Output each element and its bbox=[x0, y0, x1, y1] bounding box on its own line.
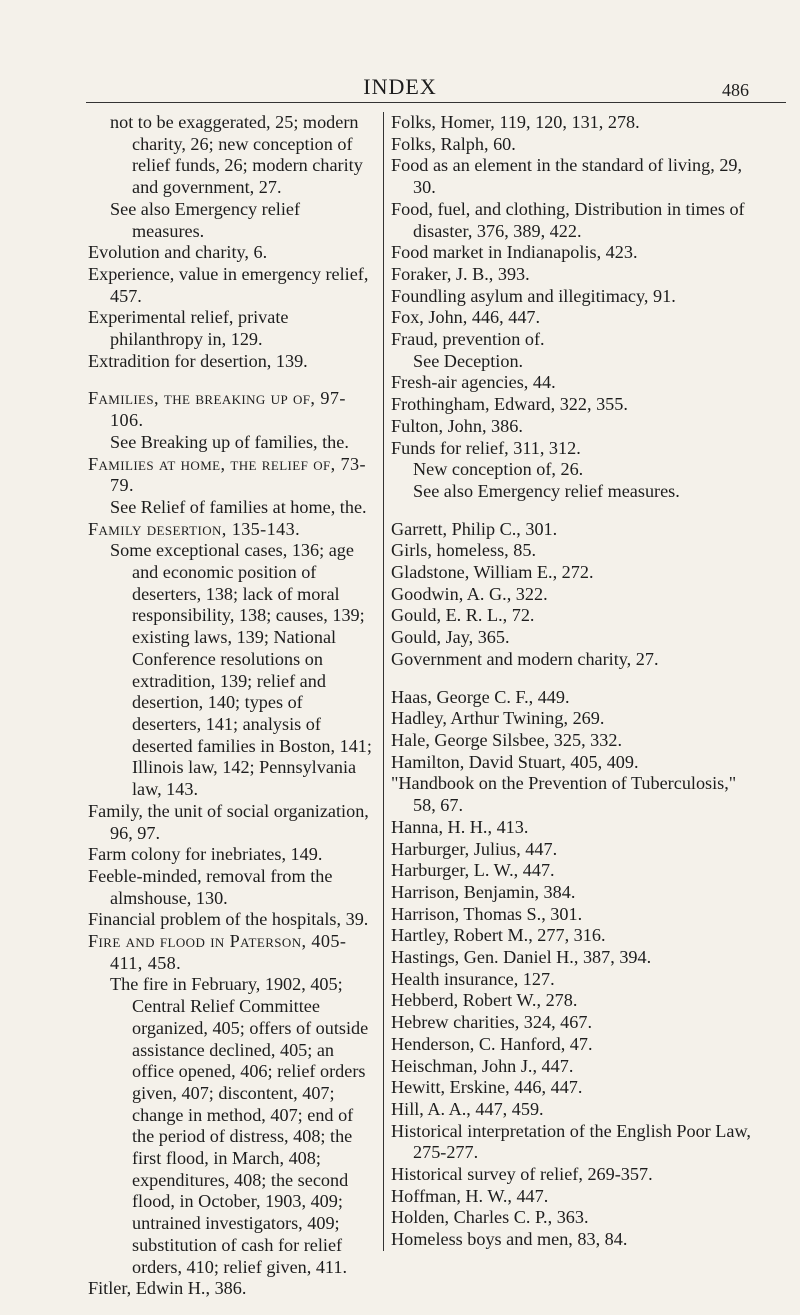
index-entry: Food as an element in the standard of living, 29, 30. bbox=[391, 155, 743, 198]
index-entry: Health insurance, 127. bbox=[391, 968, 555, 989]
index-subentry: See Breaking up of families, the. bbox=[110, 431, 349, 452]
index-entry: "Handbook on the Prevention of Tuberculosis," 58, 67. bbox=[391, 773, 737, 816]
index-entry: Food market in Indianapolis, 423. bbox=[391, 242, 638, 263]
header-rule bbox=[86, 102, 786, 103]
index-entry: Garrett, Philip C., 301. bbox=[391, 518, 558, 539]
index-entry: Harrison, Benjamin, 384. bbox=[391, 881, 576, 902]
index-entry: Funds for relief, 311, 312. bbox=[391, 437, 581, 458]
index-entry: Hadley, Arthur Twining, 269. bbox=[391, 708, 605, 729]
index-subentry: New conception of, 26. bbox=[413, 459, 584, 480]
index-entry: Fox, John, 446, 447. bbox=[391, 307, 541, 328]
left-index-column bbox=[88, 112, 374, 1300]
index-entry: Harburger, Julius, 447. bbox=[391, 838, 558, 859]
page-title: INDEX bbox=[363, 74, 437, 99]
index-entry: Homeless boys and men, 83, 84. bbox=[391, 1229, 628, 1250]
index-entry: Hoffman, H. W., 447. bbox=[391, 1185, 549, 1206]
index-entry: Holden, Charles C. P., 363. bbox=[391, 1207, 589, 1228]
index-entry: Family desertion, 135-143. bbox=[88, 518, 301, 539]
index-entry: Historical interpretation of the English Poor Law, 275-277. bbox=[391, 1120, 751, 1163]
index-subentry: not to be exaggerated, 25; modern charity, 26; new conception of relief funds, 26; modern charity and government, 27. bbox=[110, 112, 363, 198]
index-subentry: See Relief of families at home, the. bbox=[110, 496, 367, 517]
index-entry: Heischman, John J., 447. bbox=[391, 1055, 574, 1076]
index-entry: Experimental relief, private philanthropy in, 129. bbox=[88, 307, 289, 350]
index-entry: Hastings, Gen. Daniel H., 387, 394. bbox=[391, 947, 652, 968]
page-number: 486 bbox=[722, 80, 749, 100]
index-subentry: Some exceptional cases, 136; age and economic position of deserters, 138; lack of moral responsibility, 138; causes, 139; existing laws, 139; National Conference resolutions on extradition, 139; relief and desertion, 140; types of deserters, 141; analysis of deserted families in Boston, 141; Illinois law, 142; Pennsylvania law, 143. bbox=[110, 540, 372, 800]
index-entry: Folks, Ralph, 60. bbox=[391, 133, 516, 154]
index-entry: Farm colony for inebriates, 149. bbox=[88, 844, 323, 865]
index-entry: Hamilton, David Stuart, 405, 409. bbox=[391, 751, 639, 772]
index-entry: Gould, E. R. L., 72. bbox=[391, 605, 535, 626]
index-entry: Frothingham, Edward, 322, 355. bbox=[391, 394, 628, 415]
index-entry: Extradition for desertion, 139. bbox=[88, 350, 308, 371]
index-entry: Hill, A. A., 447, 459. bbox=[391, 1098, 544, 1119]
index-entry: Harrison, Thomas S., 301. bbox=[391, 903, 583, 924]
index-entry: Girls, homeless, 85. bbox=[391, 540, 536, 561]
index-entry: Folks, Homer, 119, 120, 131, 278. bbox=[391, 112, 640, 132]
index-entry: Fresh-air agencies, 44. bbox=[391, 372, 556, 393]
index-entry: Food, fuel, and clothing, Distribution in times of disaster, 376, 389, 422. bbox=[391, 198, 745, 241]
right-index-column bbox=[383, 112, 751, 1251]
index-entry: Families, the breaking up of, 97-106. bbox=[88, 388, 346, 431]
index-entry: Government and modern charity, 27. bbox=[391, 648, 659, 669]
index-entry: Foraker, J. B., 393. bbox=[391, 263, 530, 284]
index-entry: Hanna, H. H., 413. bbox=[391, 816, 529, 837]
index-entry: Evolution and charity, 6. bbox=[88, 242, 268, 263]
index-entry: Harburger, L. W., 447. bbox=[391, 860, 555, 881]
index-subentry: The fire in February, 1902, 405; Central Relief Committee organized, 405; offers of outside assistance declined, 405; an office opened, 406; relief orders given, 407; discontent, 407; change in method, 407; end of the period of distress, 408; the first flood, in March, 408; expenditures, 408; the second flood, in October, 1903, 409; untrained investigators, 409; substitution of cash for relief orders, 410; relief given, 411. bbox=[110, 974, 369, 1277]
index-subentry: See also Emergency relief measures. bbox=[110, 198, 301, 241]
index-entry: Gould, Jay, 365. bbox=[391, 627, 510, 648]
index-entry: Gladstone, William E., 272. bbox=[391, 562, 594, 583]
index-entry: Fraud, prevention of. bbox=[391, 329, 545, 350]
index-entry: Hebrew charities, 324, 467. bbox=[391, 1012, 593, 1033]
index-entry: Feeble-minded, removal from the almshouse, 130. bbox=[88, 865, 333, 908]
index-entry: Hewitt, Erskine, 446, 447. bbox=[391, 1077, 583, 1098]
index-entry: Fulton, John, 386. bbox=[391, 415, 523, 436]
index-subentry: See also Emergency relief measures. bbox=[413, 480, 680, 501]
index-entry: Goodwin, A. G., 322. bbox=[391, 583, 548, 604]
index-entry: Fitler, Edwin H., 386. bbox=[88, 1278, 247, 1299]
index-entry: Historical survey of relief, 269-357. bbox=[391, 1164, 653, 1185]
index-entry: Financial problem of the hospitals, 39. bbox=[88, 909, 369, 930]
index-entry: Hale, George Silsbee, 325, 332. bbox=[391, 729, 623, 750]
index-entry: Foundling asylum and illegitimacy, 91. bbox=[391, 285, 676, 306]
index-entry: Hebberd, Robert W., 278. bbox=[391, 990, 578, 1011]
index-entry: Haas, George C. F., 449. bbox=[391, 686, 570, 707]
index-entry: Family, the unit of social organization, 96, 97. bbox=[88, 800, 369, 843]
index-entry: Families at home, the relief of, 73-79. bbox=[88, 453, 366, 496]
index-entry: Hartley, Robert M., 277, 316. bbox=[391, 925, 606, 946]
index-entry: Henderson, C. Hanford, 47. bbox=[391, 1033, 593, 1054]
index-entry: Experience, value in emergency relief, 457. bbox=[88, 263, 369, 306]
index-entry: Fire and flood in Paterson, 405-411, 458. bbox=[88, 931, 347, 973]
index-subentry: See Deception. bbox=[413, 350, 524, 371]
